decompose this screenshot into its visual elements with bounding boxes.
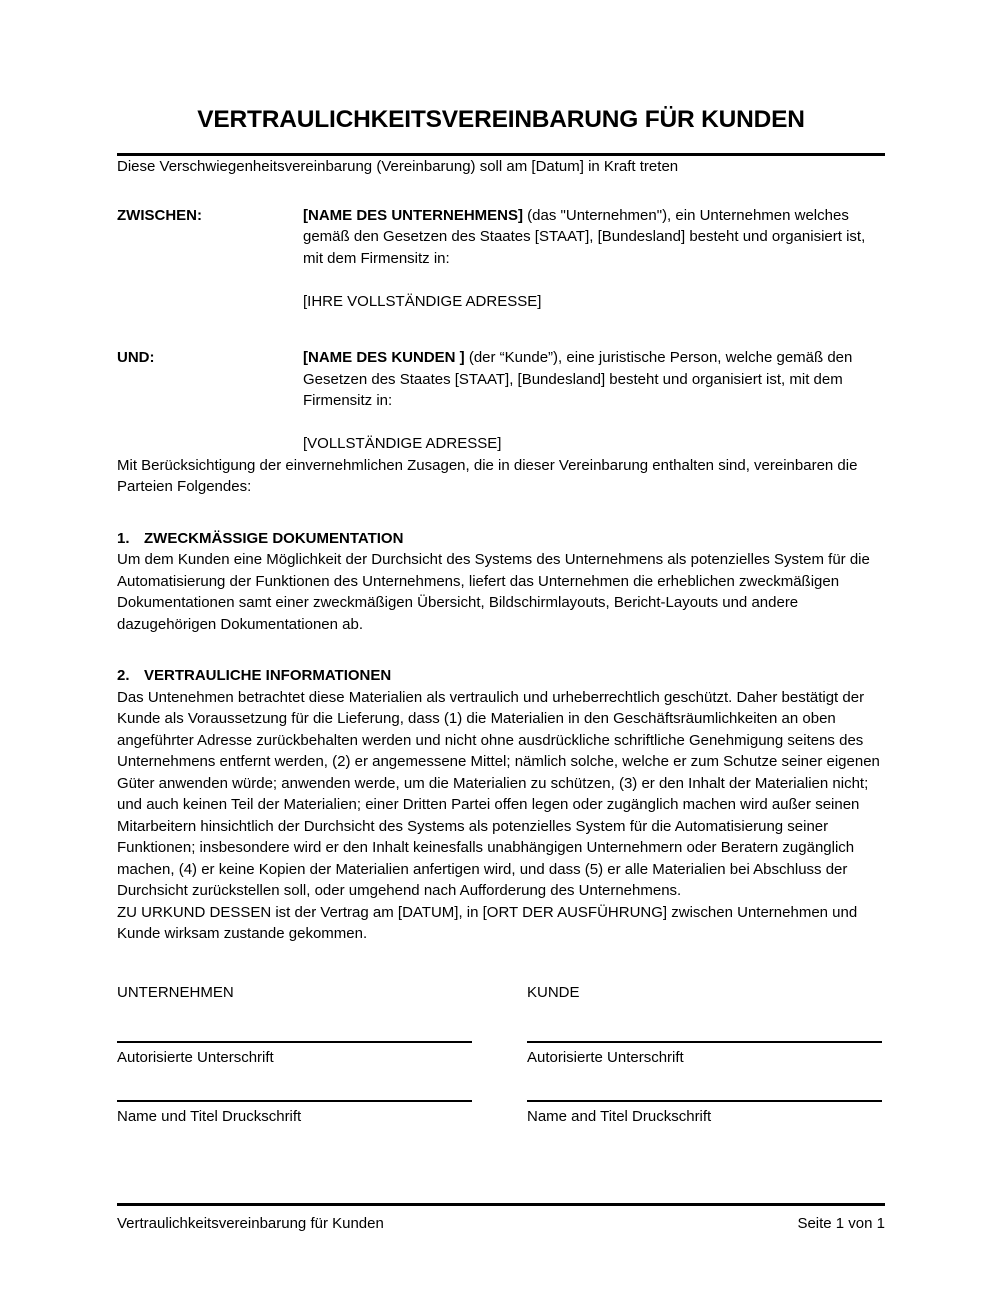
party-company-name: [NAME DES UNTERNEHMENS]: [303, 206, 524, 224]
signature-group-company-signature: [117, 1041, 472, 1069]
signature-party-company: UNTERNEHMEN: [117, 983, 234, 1001]
footer-page-number: Seite 1 von 1: [797, 1215, 885, 1232]
party-company-description: (das "Unternehmen"), ein Unternehmen welches gemäß den Gesetzen des Staates [STAAT], [Bundesland] besteht und organisiert ist, mit dem Firmensitz in:: [303, 206, 866, 267]
signature-block-company: [117, 982, 472, 1128]
party-company-address: [IHRE VOLLSTÄNDIGE ADRESSE]: [303, 292, 542, 310]
party-details-customer: [303, 347, 885, 455]
party-customer-description: (der “Kunde”), eine juristische Person, welche gemäß den Gesetzen des Staates [STAAT], [Bundesland] besteht und organisiert ist, mit dem Firmensitz in:: [303, 349, 853, 410]
party-customer-name: [NAME DES KUNDEN ]: [303, 349, 465, 367]
intro-paragraph: Diese Verschwiegenheitsvereinbarung (Vereinbarung) soll am [Datum] in Kraft treten: [117, 158, 679, 176]
party-label-and: UND:: [117, 349, 155, 367]
party-customer-line: [303, 347, 885, 412]
section-title-1: ZWECKMÄSSIGE DOKUMENTATION: [144, 529, 404, 547]
page-footer: [117, 1203, 885, 1234]
section-number-2: 2.: [117, 667, 130, 685]
signature-group-customer-signature: [527, 1041, 882, 1069]
signature-caption-company-signature: Autorisierte Unterschrift: [117, 1049, 274, 1067]
signature-line-customer-name[interactable]: [527, 1100, 882, 1102]
section-heading-2: [117, 665, 885, 687]
page-title: VERTRAULICHKEITSVEREINBARUNG FÜR KUNDEN: [197, 106, 805, 133]
section-heading-1: [117, 528, 885, 550]
party-row-company: [117, 205, 885, 313]
signature-group-customer-name: [527, 1100, 882, 1128]
section-title-2: VERTRAULICHE INFORMATIONEN: [144, 667, 392, 685]
signature-caption-company-name: Name und Titel Druckschrift: [117, 1107, 302, 1125]
signature-party-customer: KUNDE: [527, 983, 580, 1001]
party-row-customer: [117, 347, 885, 455]
signature-caption-customer-name: Name and Titel Druckschrift: [527, 1107, 712, 1125]
document-content: [117, 0, 885, 1127]
party-details-company: [303, 205, 885, 313]
signature-area: [117, 982, 885, 1128]
signature-line-company-signature[interactable]: [117, 1041, 472, 1043]
execution-paragraph: ZU URKUND DESSEN ist der Vertrag am [DATUM], in [ORT DER AUSFÜHRUNG] zwischen Unternehmen und Kunde wirksam zustande gekommen.: [117, 903, 858, 943]
signature-caption-customer-signature: Autorisierte Unterschrift: [527, 1049, 684, 1067]
party-company-line: [303, 205, 885, 270]
section-body-2: Das Untenehmen betrachtet diese Materialien als vertraulich und urheberrechtlich geschützt. Daher bestätigt der Kunde als Voraussetzung für die Lieferung, dass (1) die Materialien in den Geschäftsräumlichkeiten an oben angeführter Adresse zurückbehalten werden und nicht ohne ausdrückliche schriftliche Genehmigung seitens des Unternehmens entfernt werden, (2) er angemessene Mittel; nämlich solche, welche er zum Schutze seiner eigenen Güter anwenden würde; anwenden werde, um die Materialien zu schützen, (3) er den Inhalt der Materialien nicht; und auch keinen Teil der Materialien; einer Dritten Partei offen legen oder zugänglich machen wird außer seinen Mitarbeitern hinsichtlich der Durchsicht des Systems als potenzielles System für die Automatisierung seiner Funktionen; insbesondere wird er den Inhalt keinesfalls unabhängigen Unternehmern oder Beratern zugänglich machen, (4) er keine Kopien der Materialien anfertigen wird, und dass (5) er alle Materialien bei Abschluss der Durchsicht zurückstellen soll, oder umgehend nach Aufforderung des Unternehmens.: [117, 688, 880, 900]
recitals-paragraph: Mit Berücksichtigung der einvernehmlichen Zusagen, die in dieser Vereinbarung enthalten sind, vereinbaren die Parteien Folgendes:: [117, 456, 858, 496]
footer-document-name: Vertraulichkeitsvereinbarung für Kunden: [117, 1215, 384, 1232]
signature-group-company-name: [117, 1100, 472, 1128]
party-customer-address: [VOLLSTÄNDIGE ADRESSE]: [303, 435, 502, 453]
section-body-1: Um dem Kunden eine Möglichkeit der Durchsicht des Systems des Unternehmens als potenzielles System für die Automatisierung der Funktionen des Unternehmens, liefert das Unternehmen die erheblichen zweckmäßigen Dokumentationen samt einer zweckmäßigen Übersicht, Bildschirmlayouts, Bericht-Layouts und andere dazugehörigen Dokumentationen ab.: [117, 551, 870, 633]
footer-divider: [117, 1203, 885, 1206]
party-label-between: ZWISCHEN:: [117, 206, 202, 224]
section-number-1: 1.: [117, 529, 130, 547]
signature-block-customer: [527, 982, 882, 1128]
signature-line-company-name[interactable]: [117, 1100, 472, 1102]
signature-line-customer-signature[interactable]: [527, 1041, 882, 1043]
footer-row: [117, 1213, 885, 1234]
